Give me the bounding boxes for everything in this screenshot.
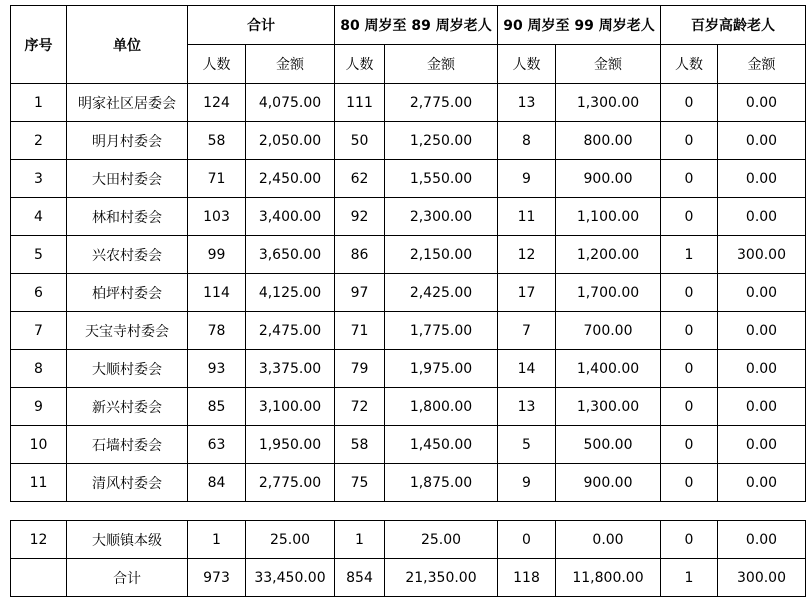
cell-unit: 大顺镇本级 xyxy=(67,521,188,559)
cell-80-count: 86 xyxy=(335,236,385,274)
cell-unit: 大顺村委会 xyxy=(67,350,188,388)
cell-100-amount: 300.00 xyxy=(718,236,806,274)
cell-100-count: 0 xyxy=(661,464,718,502)
header-count: 人数 xyxy=(188,45,246,84)
cell-unit: 林和村委会 xyxy=(67,198,188,236)
header-row-groups xyxy=(11,6,806,45)
header-count: 人数 xyxy=(498,45,556,84)
cell-seq: 6 xyxy=(11,274,67,312)
cell-total-amount: 3,650.00 xyxy=(246,236,335,274)
cell-unit: 明家社区居委会 xyxy=(67,84,188,122)
cell-100-count: 0 xyxy=(661,160,718,198)
cell-80-count: 50 xyxy=(335,122,385,160)
cell-90-count: 11 xyxy=(498,198,556,236)
header-amount: 金额 xyxy=(246,45,335,84)
cell-100-count: 0 xyxy=(661,312,718,350)
cell-seq: 1 xyxy=(11,84,67,122)
cell-seq: 7 xyxy=(11,312,67,350)
cell-100-count: 0 xyxy=(661,388,718,426)
cell-unit: 大田村委会 xyxy=(67,160,188,198)
cell-80-amount: 1,800.00 xyxy=(385,388,498,426)
header-seq: 序号 xyxy=(11,6,67,84)
table-row xyxy=(11,388,806,426)
cell-100-count: 0 xyxy=(661,198,718,236)
cell-seq: 12 xyxy=(11,521,67,559)
cell-total-count: 85 xyxy=(188,388,246,426)
cell-90-amount: 500.00 xyxy=(556,426,661,464)
cell-90-amount: 1,300.00 xyxy=(556,84,661,122)
cell-total-amount: 1,950.00 xyxy=(246,426,335,464)
cell-100-count: 0 xyxy=(661,426,718,464)
cell-total-count: 58 xyxy=(188,122,246,160)
header-amount: 金额 xyxy=(385,45,498,84)
table-row xyxy=(11,559,806,597)
cell-total-count: 124 xyxy=(188,84,246,122)
cell-90-count: 0 xyxy=(498,521,556,559)
cell-unit: 合计 xyxy=(67,559,188,597)
cell-80-count: 111 xyxy=(335,84,385,122)
cell-90-amount: 1,400.00 xyxy=(556,350,661,388)
cell-total-amount: 25.00 xyxy=(246,521,335,559)
cell-total-count: 78 xyxy=(188,312,246,350)
cell-total-amount: 4,125.00 xyxy=(246,274,335,312)
table-row xyxy=(11,84,806,122)
cell-80-count: 72 xyxy=(335,388,385,426)
header-group-total: 合计 xyxy=(188,6,335,45)
header-group-90-99: 90 周岁至 99 周岁老人 xyxy=(498,6,661,45)
cell-total-count: 114 xyxy=(188,274,246,312)
cell-90-amount: 1,700.00 xyxy=(556,274,661,312)
cell-total-amount: 2,050.00 xyxy=(246,122,335,160)
cell-seq xyxy=(11,559,67,597)
cell-100-amount: 0.00 xyxy=(718,388,806,426)
cell-unit: 兴农村委会 xyxy=(67,236,188,274)
header-amount: 金额 xyxy=(718,45,806,84)
cell-90-count: 5 xyxy=(498,426,556,464)
cell-100-amount: 0.00 xyxy=(718,160,806,198)
cell-80-amount: 2,300.00 xyxy=(385,198,498,236)
cell-80-amount: 1,450.00 xyxy=(385,426,498,464)
cell-90-amount: 700.00 xyxy=(556,312,661,350)
cell-seq: 5 xyxy=(11,236,67,274)
cell-seq: 9 xyxy=(11,388,67,426)
cell-total-count: 93 xyxy=(188,350,246,388)
cell-unit: 石墙村委会 xyxy=(67,426,188,464)
cell-80-count: 97 xyxy=(335,274,385,312)
table-row xyxy=(11,122,806,160)
cell-total-amount: 3,400.00 xyxy=(246,198,335,236)
cell-100-amount: 0.00 xyxy=(718,426,806,464)
cell-90-amount: 0.00 xyxy=(556,521,661,559)
cell-100-count: 0 xyxy=(661,274,718,312)
cell-100-amount: 0.00 xyxy=(718,198,806,236)
cell-100-amount: 0.00 xyxy=(718,464,806,502)
cell-90-amount: 1,300.00 xyxy=(556,388,661,426)
cell-80-amount: 21,350.00 xyxy=(385,559,498,597)
cell-100-count: 0 xyxy=(661,84,718,122)
cell-total-count: 99 xyxy=(188,236,246,274)
header-group-80-89: 80 周岁至 89 周岁老人 xyxy=(335,6,498,45)
cell-unit: 新兴村委会 xyxy=(67,388,188,426)
cell-80-amount: 1,875.00 xyxy=(385,464,498,502)
cell-90-count: 13 xyxy=(498,84,556,122)
cell-100-amount: 0.00 xyxy=(718,84,806,122)
cell-100-count: 1 xyxy=(661,236,718,274)
cell-80-count: 79 xyxy=(335,350,385,388)
header-unit: 单位 xyxy=(67,6,188,84)
cell-90-count: 12 xyxy=(498,236,556,274)
cell-100-count: 0 xyxy=(661,122,718,160)
cell-90-amount: 11,800.00 xyxy=(556,559,661,597)
header-count: 人数 xyxy=(335,45,385,84)
cell-unit: 柏坪村委会 xyxy=(67,274,188,312)
cell-100-count: 1 xyxy=(661,559,718,597)
cell-90-count: 7 xyxy=(498,312,556,350)
cell-90-amount: 1,200.00 xyxy=(556,236,661,274)
cell-100-amount: 0.00 xyxy=(718,350,806,388)
cell-80-amount: 1,250.00 xyxy=(385,122,498,160)
cell-80-amount: 2,775.00 xyxy=(385,84,498,122)
table-row xyxy=(11,426,806,464)
cell-90-amount: 900.00 xyxy=(556,464,661,502)
cell-80-count: 92 xyxy=(335,198,385,236)
cell-total-count: 84 xyxy=(188,464,246,502)
subsidy-table-summary xyxy=(10,520,806,597)
table-row xyxy=(11,464,806,502)
cell-total-amount: 2,475.00 xyxy=(246,312,335,350)
cell-80-amount: 2,150.00 xyxy=(385,236,498,274)
cell-total-amount: 33,450.00 xyxy=(246,559,335,597)
cell-80-count: 62 xyxy=(335,160,385,198)
cell-seq: 8 xyxy=(11,350,67,388)
header-amount: 金额 xyxy=(556,45,661,84)
header-group-100: 百岁高龄老人 xyxy=(661,6,806,45)
table-row xyxy=(11,312,806,350)
cell-total-amount: 2,450.00 xyxy=(246,160,335,198)
cell-80-count: 1 xyxy=(335,521,385,559)
table-row xyxy=(11,160,806,198)
cell-90-amount: 800.00 xyxy=(556,122,661,160)
cell-100-amount: 0.00 xyxy=(718,122,806,160)
cell-total-amount: 2,775.00 xyxy=(246,464,335,502)
table-row xyxy=(11,521,806,559)
cell-total-count: 1 xyxy=(188,521,246,559)
cell-80-amount: 1,550.00 xyxy=(385,160,498,198)
cell-80-count: 854 xyxy=(335,559,385,597)
cell-90-count: 9 xyxy=(498,464,556,502)
cell-80-count: 71 xyxy=(335,312,385,350)
cell-80-count: 58 xyxy=(335,426,385,464)
cell-100-amount: 300.00 xyxy=(718,559,806,597)
cell-total-amount: 4,075.00 xyxy=(246,84,335,122)
cell-unit: 清风村委会 xyxy=(67,464,188,502)
cell-seq: 2 xyxy=(11,122,67,160)
cell-90-count: 14 xyxy=(498,350,556,388)
cell-100-amount: 0.00 xyxy=(718,312,806,350)
cell-total-count: 973 xyxy=(188,559,246,597)
cell-80-amount: 1,975.00 xyxy=(385,350,498,388)
cell-100-count: 0 xyxy=(661,521,718,559)
cell-100-amount: 0.00 xyxy=(718,521,806,559)
table-row xyxy=(11,236,806,274)
cell-90-amount: 900.00 xyxy=(556,160,661,198)
cell-100-amount: 0.00 xyxy=(718,274,806,312)
header-count: 人数 xyxy=(661,45,718,84)
cell-total-amount: 3,100.00 xyxy=(246,388,335,426)
cell-90-count: 8 xyxy=(498,122,556,160)
cell-seq: 3 xyxy=(11,160,67,198)
cell-90-count: 9 xyxy=(498,160,556,198)
cell-seq: 10 xyxy=(11,426,67,464)
cell-unit: 天宝寺村委会 xyxy=(67,312,188,350)
cell-100-count: 0 xyxy=(661,350,718,388)
cell-seq: 11 xyxy=(11,464,67,502)
cell-seq: 4 xyxy=(11,198,67,236)
cell-80-count: 75 xyxy=(335,464,385,502)
table-row xyxy=(11,198,806,236)
cell-80-amount: 1,775.00 xyxy=(385,312,498,350)
cell-90-amount: 1,100.00 xyxy=(556,198,661,236)
subsidy-table xyxy=(10,5,806,502)
cell-80-amount: 25.00 xyxy=(385,521,498,559)
table-row xyxy=(11,274,806,312)
cell-80-amount: 2,425.00 xyxy=(385,274,498,312)
cell-90-count: 13 xyxy=(498,388,556,426)
cell-90-count: 118 xyxy=(498,559,556,597)
cell-90-count: 17 xyxy=(498,274,556,312)
table-row xyxy=(11,350,806,388)
cell-total-count: 103 xyxy=(188,198,246,236)
cell-total-count: 71 xyxy=(188,160,246,198)
cell-total-amount: 3,375.00 xyxy=(246,350,335,388)
cell-total-count: 63 xyxy=(188,426,246,464)
cell-unit: 明月村委会 xyxy=(67,122,188,160)
